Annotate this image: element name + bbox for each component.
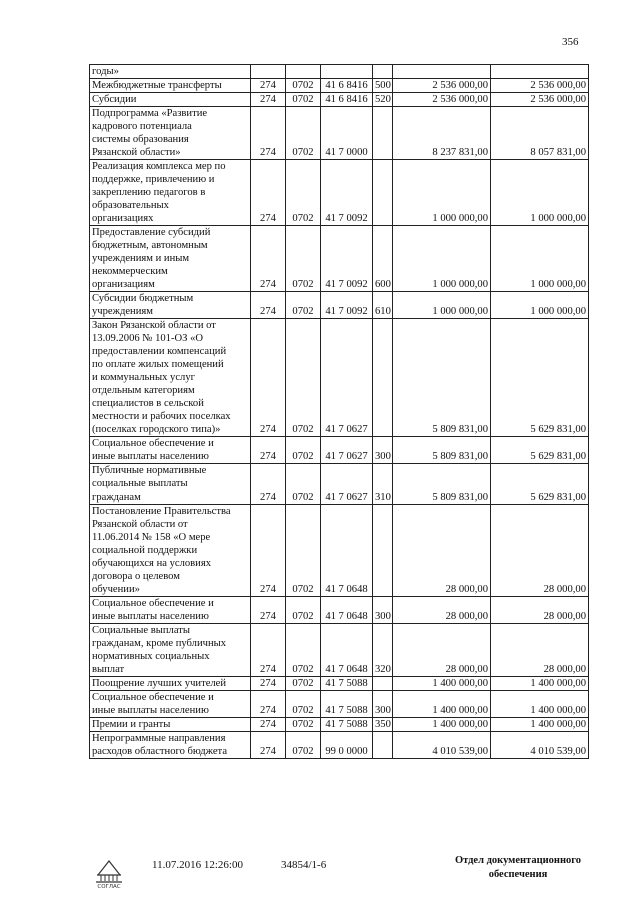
table-row xyxy=(90,79,589,93)
table-row xyxy=(90,690,589,717)
table-row xyxy=(90,226,589,292)
table-row xyxy=(90,93,589,107)
section-code-cell: 0702 xyxy=(286,292,321,319)
budget-table-body xyxy=(90,65,589,759)
amount-1-cell: 5 809 831,00 xyxy=(393,437,491,464)
target-article-code-cell: 41 7 0648 xyxy=(321,596,373,623)
amount-1-cell: 1 000 000,00 xyxy=(393,160,491,226)
row-name-cell: Социальное обеспечение и иные выплаты населению xyxy=(90,596,251,623)
amount-1-cell: 2 536 000,00 xyxy=(393,79,491,93)
table-row xyxy=(90,319,589,437)
table-row xyxy=(90,292,589,319)
target-article-code-cell: 99 0 0000 xyxy=(321,731,373,758)
target-article-code-cell: 41 7 0648 xyxy=(321,504,373,596)
expense-type-code-cell: 300 xyxy=(373,437,393,464)
department-line-1: Отдел документационного xyxy=(454,855,582,866)
row-name-cell: Социальное обеспечение и иные выплаты населению xyxy=(90,437,251,464)
section-code-cell xyxy=(286,65,321,79)
amount-1-cell: 1 400 000,00 xyxy=(393,717,491,731)
amount-2-cell: 28 000,00 xyxy=(491,596,589,623)
expense-type-code-cell xyxy=(373,319,393,437)
expense-type-code-cell xyxy=(373,107,393,160)
expense-type-code-cell: 300 xyxy=(373,690,393,717)
row-name-cell: Постановление Правительства Рязанской области от 11.06.2014 № 158 «О мере социальной поддержки обучающихся на условиях договора о целевом обучении» xyxy=(90,504,251,596)
target-article-code-cell: 41 6 8416 xyxy=(321,79,373,93)
amount-2-cell xyxy=(491,65,589,79)
table-row xyxy=(90,731,589,758)
table-row xyxy=(90,504,589,596)
amount-2-cell: 1 000 000,00 xyxy=(491,160,589,226)
amount-1-cell: 1 400 000,00 xyxy=(393,676,491,690)
expense-type-code-cell: 310 xyxy=(373,464,393,504)
section-code-cell: 0702 xyxy=(286,731,321,758)
amount-2-cell: 5 629 831,00 xyxy=(491,437,589,464)
amount-1-cell: 28 000,00 xyxy=(393,504,491,596)
amount-2-cell: 2 536 000,00 xyxy=(491,93,589,107)
ved-code-cell xyxy=(251,65,286,79)
row-name-cell: Субсидии бюджетным учреждениям xyxy=(90,292,251,319)
row-name-cell: Подпрограмма «Развитие кадрового потенциала системы образования Рязанской области» xyxy=(90,107,251,160)
section-code-cell: 0702 xyxy=(286,437,321,464)
amount-2-cell: 1 000 000,00 xyxy=(491,292,589,319)
ved-code-cell: 274 xyxy=(251,319,286,437)
section-code-cell: 0702 xyxy=(286,319,321,437)
ved-code-cell: 274 xyxy=(251,292,286,319)
section-code-cell: 0702 xyxy=(286,226,321,292)
amount-1-cell: 1 400 000,00 xyxy=(393,690,491,717)
table-row xyxy=(90,107,589,160)
amount-2-cell: 1 000 000,00 xyxy=(491,226,589,292)
row-name-cell: годы» xyxy=(90,65,251,79)
section-code-cell: 0702 xyxy=(286,623,321,676)
ved-code-cell: 274 xyxy=(251,717,286,731)
table-row xyxy=(90,596,589,623)
amount-1-cell: 8 237 831,00 xyxy=(393,107,491,160)
ved-code-cell: 274 xyxy=(251,107,286,160)
table-row xyxy=(90,623,589,676)
expense-type-code-cell xyxy=(373,65,393,79)
amount-2-cell: 1 400 000,00 xyxy=(491,676,589,690)
row-name-cell: Предоставление субсидий бюджетным, автономным учреждениям и иным некоммерческим организациям xyxy=(90,226,251,292)
expense-type-code-cell xyxy=(373,676,393,690)
target-article-code-cell xyxy=(321,65,373,79)
section-code-cell: 0702 xyxy=(286,504,321,596)
section-code-cell: 0702 xyxy=(286,79,321,93)
department-stamp xyxy=(448,854,588,881)
section-code-cell: 0702 xyxy=(286,676,321,690)
section-code-cell: 0702 xyxy=(286,107,321,160)
section-code-cell: 0702 xyxy=(286,690,321,717)
section-code-cell: 0702 xyxy=(286,717,321,731)
expense-type-code-cell xyxy=(373,731,393,758)
amount-1-cell: 2 536 000,00 xyxy=(393,93,491,107)
ved-code-cell: 274 xyxy=(251,437,286,464)
ved-code-cell: 274 xyxy=(251,160,286,226)
section-code-cell: 0702 xyxy=(286,596,321,623)
row-name-cell: Премии и гранты xyxy=(90,717,251,731)
expense-type-code-cell: 350 xyxy=(373,717,393,731)
row-name-cell: Непрограммные направления расходов областного бюджета xyxy=(90,731,251,758)
table-row xyxy=(90,464,589,504)
row-name-cell: Реализация комплекса мер по поддержке, привлечению и закреплению педагогов в образовательных организациях xyxy=(90,160,251,226)
document-number: 34854/1-6 xyxy=(281,859,327,871)
row-name-cell: Публичные нормативные социальные выплаты гражданам xyxy=(90,464,251,504)
ved-code-cell: 274 xyxy=(251,79,286,93)
footer xyxy=(0,851,640,891)
table-row xyxy=(90,676,589,690)
target-article-code-cell: 41 7 0627 xyxy=(321,437,373,464)
amount-1-cell: 5 809 831,00 xyxy=(393,464,491,504)
ved-code-cell: 274 xyxy=(251,93,286,107)
amount-2-cell: 2 536 000,00 xyxy=(491,79,589,93)
target-article-code-cell: 41 7 5088 xyxy=(321,676,373,690)
amount-1-cell xyxy=(393,65,491,79)
row-name-cell: Субсидии xyxy=(90,93,251,107)
expense-type-code-cell: 520 xyxy=(373,93,393,107)
timestamp: 11.07.2016 12:26:00 xyxy=(152,859,243,871)
row-name-cell: Социальное обеспечение и иные выплаты населению xyxy=(90,690,251,717)
table-row xyxy=(90,717,589,731)
amount-1-cell: 5 809 831,00 xyxy=(393,319,491,437)
target-article-code-cell: 41 7 0092 xyxy=(321,160,373,226)
target-article-code-cell: 41 7 5088 xyxy=(321,717,373,731)
expense-type-code-cell: 600 xyxy=(373,226,393,292)
ved-code-cell: 274 xyxy=(251,596,286,623)
budget-table xyxy=(89,64,589,759)
row-name-cell: Поощрение лучших учителей xyxy=(90,676,251,690)
expense-type-code-cell xyxy=(373,160,393,226)
amount-1-cell: 28 000,00 xyxy=(393,623,491,676)
amount-2-cell: 5 629 831,00 xyxy=(491,319,589,437)
ved-code-cell: 274 xyxy=(251,676,286,690)
target-article-code-cell: 41 7 0627 xyxy=(321,464,373,504)
target-article-code-cell: 41 7 0092 xyxy=(321,226,373,292)
logo-text: СОГЛАС xyxy=(97,884,121,889)
ved-code-cell: 274 xyxy=(251,623,286,676)
amount-2-cell: 28 000,00 xyxy=(491,504,589,596)
target-article-code-cell: 41 7 0000 xyxy=(321,107,373,160)
section-code-cell: 0702 xyxy=(286,93,321,107)
amount-1-cell: 1 000 000,00 xyxy=(393,292,491,319)
row-name-cell: Межбюджетные трансферты xyxy=(90,79,251,93)
target-article-code-cell: 41 6 8416 xyxy=(321,93,373,107)
target-article-code-cell: 41 7 0648 xyxy=(321,623,373,676)
ved-code-cell: 274 xyxy=(251,504,286,596)
amount-1-cell: 1 000 000,00 xyxy=(393,226,491,292)
expense-type-code-cell: 300 xyxy=(373,596,393,623)
target-article-code-cell: 41 7 5088 xyxy=(321,690,373,717)
table-row xyxy=(90,160,589,226)
amount-2-cell: 1 400 000,00 xyxy=(491,690,589,717)
archive-logo-icon xyxy=(92,855,126,889)
department-line-2: обеспечения xyxy=(488,868,548,880)
amount-2-cell: 8 057 831,00 xyxy=(491,107,589,160)
amount-2-cell: 4 010 539,00 xyxy=(491,731,589,758)
table-row xyxy=(90,437,589,464)
target-article-code-cell: 41 7 0092 xyxy=(321,292,373,319)
row-name-cell: Социальные выплаты гражданам, кроме публичных нормативных социальных выплат xyxy=(90,623,251,676)
section-code-cell: 0702 xyxy=(286,160,321,226)
section-code-cell: 0702 xyxy=(286,464,321,504)
amount-2-cell: 5 629 831,00 xyxy=(491,464,589,504)
amount-1-cell: 28 000,00 xyxy=(393,596,491,623)
row-name-cell: Закон Рязанской области от 13.09.2006 № 101-ОЗ «О предоставлении компенсаций по оплате жилых помещений и коммунальных услуг отдельным категориям специалистов в сельской местности и рабочих поселках (поселках городского типа)» xyxy=(90,319,251,437)
expense-type-code-cell: 610 xyxy=(373,292,393,319)
ved-code-cell: 274 xyxy=(251,731,286,758)
ved-code-cell: 274 xyxy=(251,226,286,292)
expense-type-code-cell: 500 xyxy=(373,79,393,93)
target-article-code-cell: 41 7 0627 xyxy=(321,319,373,437)
ved-code-cell: 274 xyxy=(251,690,286,717)
page-number: 356 xyxy=(562,36,579,48)
expense-type-code-cell: 320 xyxy=(373,623,393,676)
amount-2-cell: 28 000,00 xyxy=(491,623,589,676)
amount-2-cell: 1 400 000,00 xyxy=(491,717,589,731)
expense-type-code-cell xyxy=(373,504,393,596)
ved-code-cell: 274 xyxy=(251,464,286,504)
table-row xyxy=(90,65,589,79)
amount-1-cell: 4 010 539,00 xyxy=(393,731,491,758)
